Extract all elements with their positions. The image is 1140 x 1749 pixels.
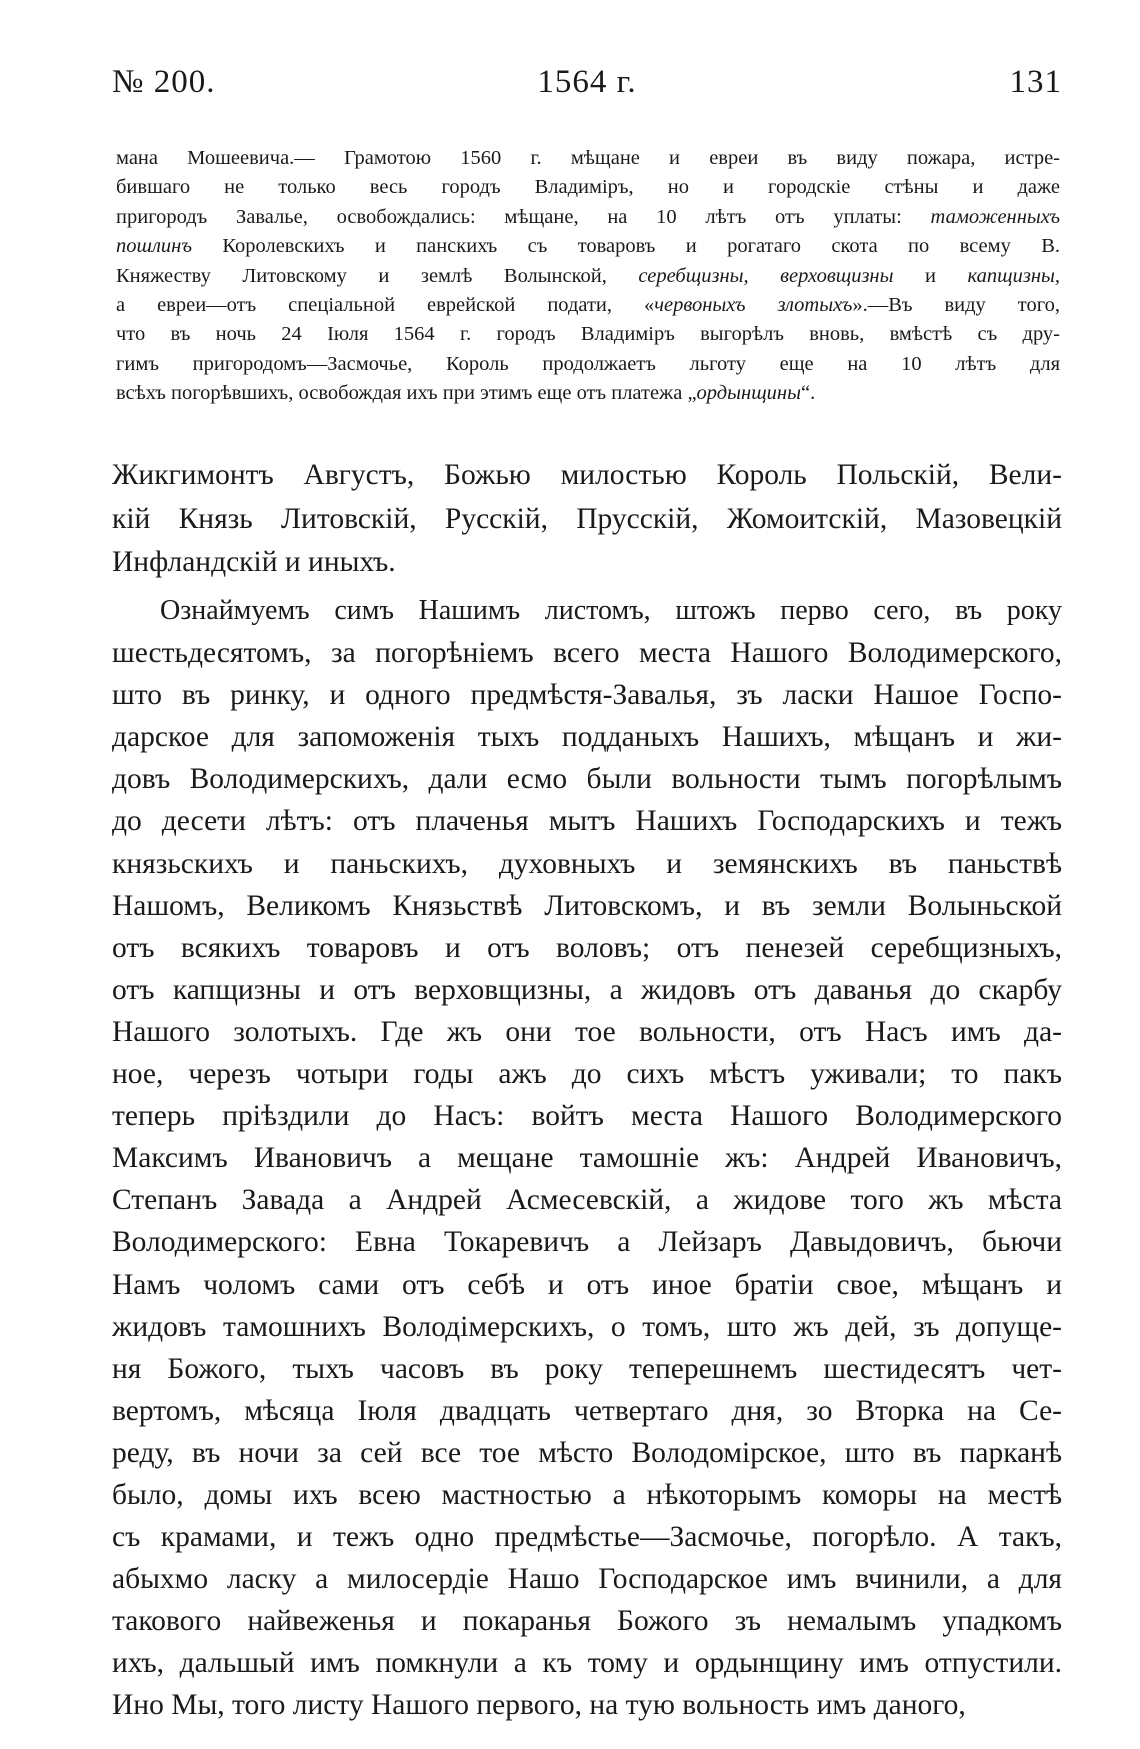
body-line: што въ ринку, и одного предмѣстя-Завалья, зъ ласки Нашое Госпо- [112, 679, 1062, 712]
body-line: Максимъ Ивановичъ а мещане тамошніе жъ: Андрей Ивановичъ, [112, 1142, 1062, 1175]
body-line: Нашомъ, Великомъ Князьствѣ Литовскомъ, и въ земли Волыньской [112, 889, 1062, 922]
body-line: довъ Володимерскихъ, дали есмо были вольности тымъ погорѣлымъ [112, 763, 1062, 796]
body-line: ное, черезъ чотыри годы ажъ до сихъ мѣстъ уживали; то пакъ [112, 1058, 1062, 1091]
body-line: Нашого золотыхъ. Где жъ они тое вольности, отъ Насъ имъ да- [112, 1015, 1062, 1048]
summary-line: всѣхъ погорѣвшихъ, освобождая ихъ при этимъ еще отъ платежа „ордынщины“. [116, 382, 816, 405]
royal-title [112, 454, 1062, 585]
body-line: отъ всякихъ товаровъ и отъ воловъ; отъ пенезей серебщизныхъ, [112, 931, 1062, 964]
document-year: 1564 г. [537, 64, 637, 100]
page-header [112, 64, 1062, 114]
body-line: Намъ чоломъ сами отъ себѣ и отъ иное братіи свое, мѣщанъ и [112, 1268, 1062, 1301]
body-line: до десети лѣтъ: отъ плаченья мытъ Нашихъ Господарскихъ и тежъ [112, 805, 1062, 838]
body-line: ихъ, дальшый имъ помкнули а къ тому и ордынщину имъ отпустили. [112, 1647, 1062, 1680]
body-line: Володимерского: Евна Токаревичъ а Лейзаръ Давыдовичъ, бьючи [112, 1226, 1062, 1259]
title-line: кій Князь Литовскій, Русскій, Прусскій, Жомоитскій, Мазовецкій [112, 502, 1062, 535]
summary-line: гимъ пригородомъ—Засмочье, Король продолжаетъ льготу еще на 10 лѣтъ для [116, 352, 1060, 375]
body-line: таковогo найвеженья и покаранья Божого зъ немалымъ упадкомъ [112, 1605, 1062, 1638]
body-line: реду, въ ночи за сей все тое мѣсто Володомірское, што въ парканѣ [112, 1436, 1062, 1469]
summary-line: пошлинъ Королевскихъ и панскихъ съ товаровъ и рогатаго скота по всему В. [116, 235, 1060, 258]
body-line: князьскихъ и паньскихъ, духовныхъ и земянскихъ въ паньствѣ [112, 847, 1062, 880]
body-line: было, домы ихъ всею мастностью а нѣкоторымъ коморы на местѣ [112, 1478, 1062, 1511]
body-line: абыхмо ласку а милосердіе Нашо Господарское имъ вчинили, а для [112, 1563, 1062, 1596]
body-line: теперь пріѣздили до Насъ: войтъ места Нашого Володимерского [112, 1100, 1062, 1133]
summary-line: пригородъ Завалье, освобождались: мѣщане, на 10 лѣтъ отъ уплаты: таможенныхъ [116, 205, 1060, 228]
summary-line: мана Мошеевича.— Грамотою 1560 г. мѣщане и евреи въ виду пожара, истре- [116, 147, 1060, 169]
body-line: Степанъ Завада а Андрей Асмесевскій, а жидове того жъ мѣста [112, 1184, 1062, 1217]
summary-line: бившаго не только весь городъ Владиміръ, но и городскіе стѣны и даже [116, 176, 1060, 199]
body-line: шестьдесятомъ, за погорѣніемъ всего места Нашого Володимерского, [112, 637, 1062, 670]
body-line: вертомъ, мѣсяца Іюля двадцать четвертаго дня, зо Вторка на Се- [112, 1394, 1062, 1427]
title-line: Жикгимонтъ Августъ, Божью милостью Король Польскій, Вели- [112, 459, 1062, 491]
page-number: 131 [1009, 64, 1062, 100]
editorial-summary [116, 144, 1060, 409]
body-line: съ крамами, и тежъ одно предмѣстье—Засмочье, погорѣло. А такъ, [112, 1521, 1062, 1554]
body-line: отъ капщизны и отъ верховщизны, а жидовъ отъ даванья до скарбу [112, 973, 1062, 1006]
summary-line: Княжеству Литовскому и землѣ Волынской, серебщизны, верховщизны и капщизны, [116, 264, 1060, 287]
body-line: Ино Мы, того листу Нашого первого, на тую вольность имъ даного, [112, 1689, 966, 1722]
body-line: Ознаймуемъ симъ Нашимъ листомъ, штожъ перво сего, въ року [160, 595, 1062, 626]
body-line: дарское для запоможенія тыхъ подданыхъ Нашихъ, мѣщанъ и жи- [112, 721, 1062, 754]
title-line: Инфландскій и иныхъ. [112, 546, 396, 578]
body-line: жидовъ тамошнихъ Володімерскихъ, о томъ, што жъ дей, зъ допуще- [112, 1310, 1062, 1343]
summary-line: а евреи—отъ спеціальной еврейской подати, «червоныхъ злотыхъ».—Въ виду того, [116, 294, 1060, 317]
summary-line: что въ ночь 24 Іюля 1564 г. городъ Владиміръ выгорѣлъ вновь, вмѣстѣ съ дру- [116, 323, 1060, 346]
charter-body [112, 590, 1062, 1727]
body-line: ня Божого, тыхъ часовъ въ року теперешнемъ шестидесятъ чет- [112, 1352, 1062, 1385]
document-number: № 200. [112, 64, 216, 100]
